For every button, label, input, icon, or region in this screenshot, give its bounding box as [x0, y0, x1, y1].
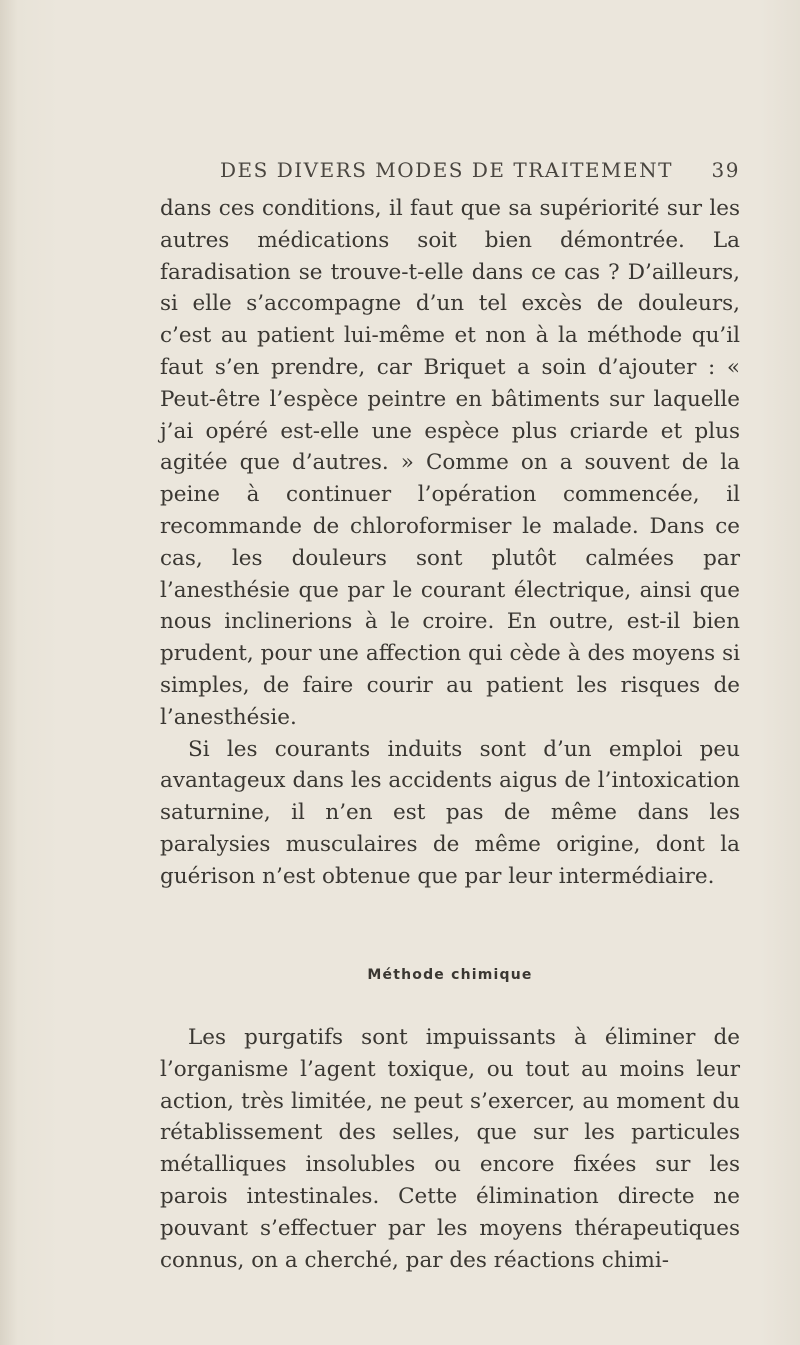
- section-text: [160, 1022, 740, 1276]
- paragraph-1: dans ces conditions, il faut que sa supériorité sur les autres médications soit bien démontrée. La faradisation se trouve-t-elle dans ce cas ? D’ailleurs, si elle s’accompagne d’un tel excès de douleurs, c’est au patient lui-même et non à la méthode qu’il faut s’en prendre, car Briquet a soin d’ajouter : « Peut-être l’espèce peintre en bâtiments sur laquelle j’ai opéré est-elle une espèce plus criarde et plus agitée que d’autres. » Comme on a souvent de la peine à continuer l’opération commencée, il recommande de chloroformiser le malade. Dans ce cas, les douleurs sont plutôt calmées par l’anesthésie que par le courant électrique, ainsi que nous inclinerions à le croire. En outre, est-il bien prudent, pour une affection qui cède à des moyens si simples, de faire courir au patient les risques de l’anesthésie.: [160, 196, 740, 730]
- page-number: 39: [711, 158, 740, 182]
- paragraph-2: Si les courants induits sont d’un emploi peu avantageux dans les accidents aigus de l’intoxication saturnine, il n’en est pas de même dans les paralysies musculaires de même origine, dont la guérison n’est obtenue que par leur intermédiaire.: [160, 736, 740, 889]
- main-text: [160, 193, 740, 893]
- section-heading: Méthode chimique: [367, 967, 533, 983]
- running-title: DES DIVERS MODES DE TRAITEMENT: [220, 158, 673, 182]
- paragraph-3: Les purgatifs sont impuissants à éliminer de l’organisme l’agent toxique, ou tout au moins leur action, très limitée, ne peut s’exercer, au moment du rétablissement des selles, que sur les particules métalliques insolubles ou encore fixées sur les parois intestinales. Cette élimination directe ne pouvant s’effectuer par les moyens thérapeutiques connus, on a cherché, par des réactions chimi-: [160, 1025, 740, 1273]
